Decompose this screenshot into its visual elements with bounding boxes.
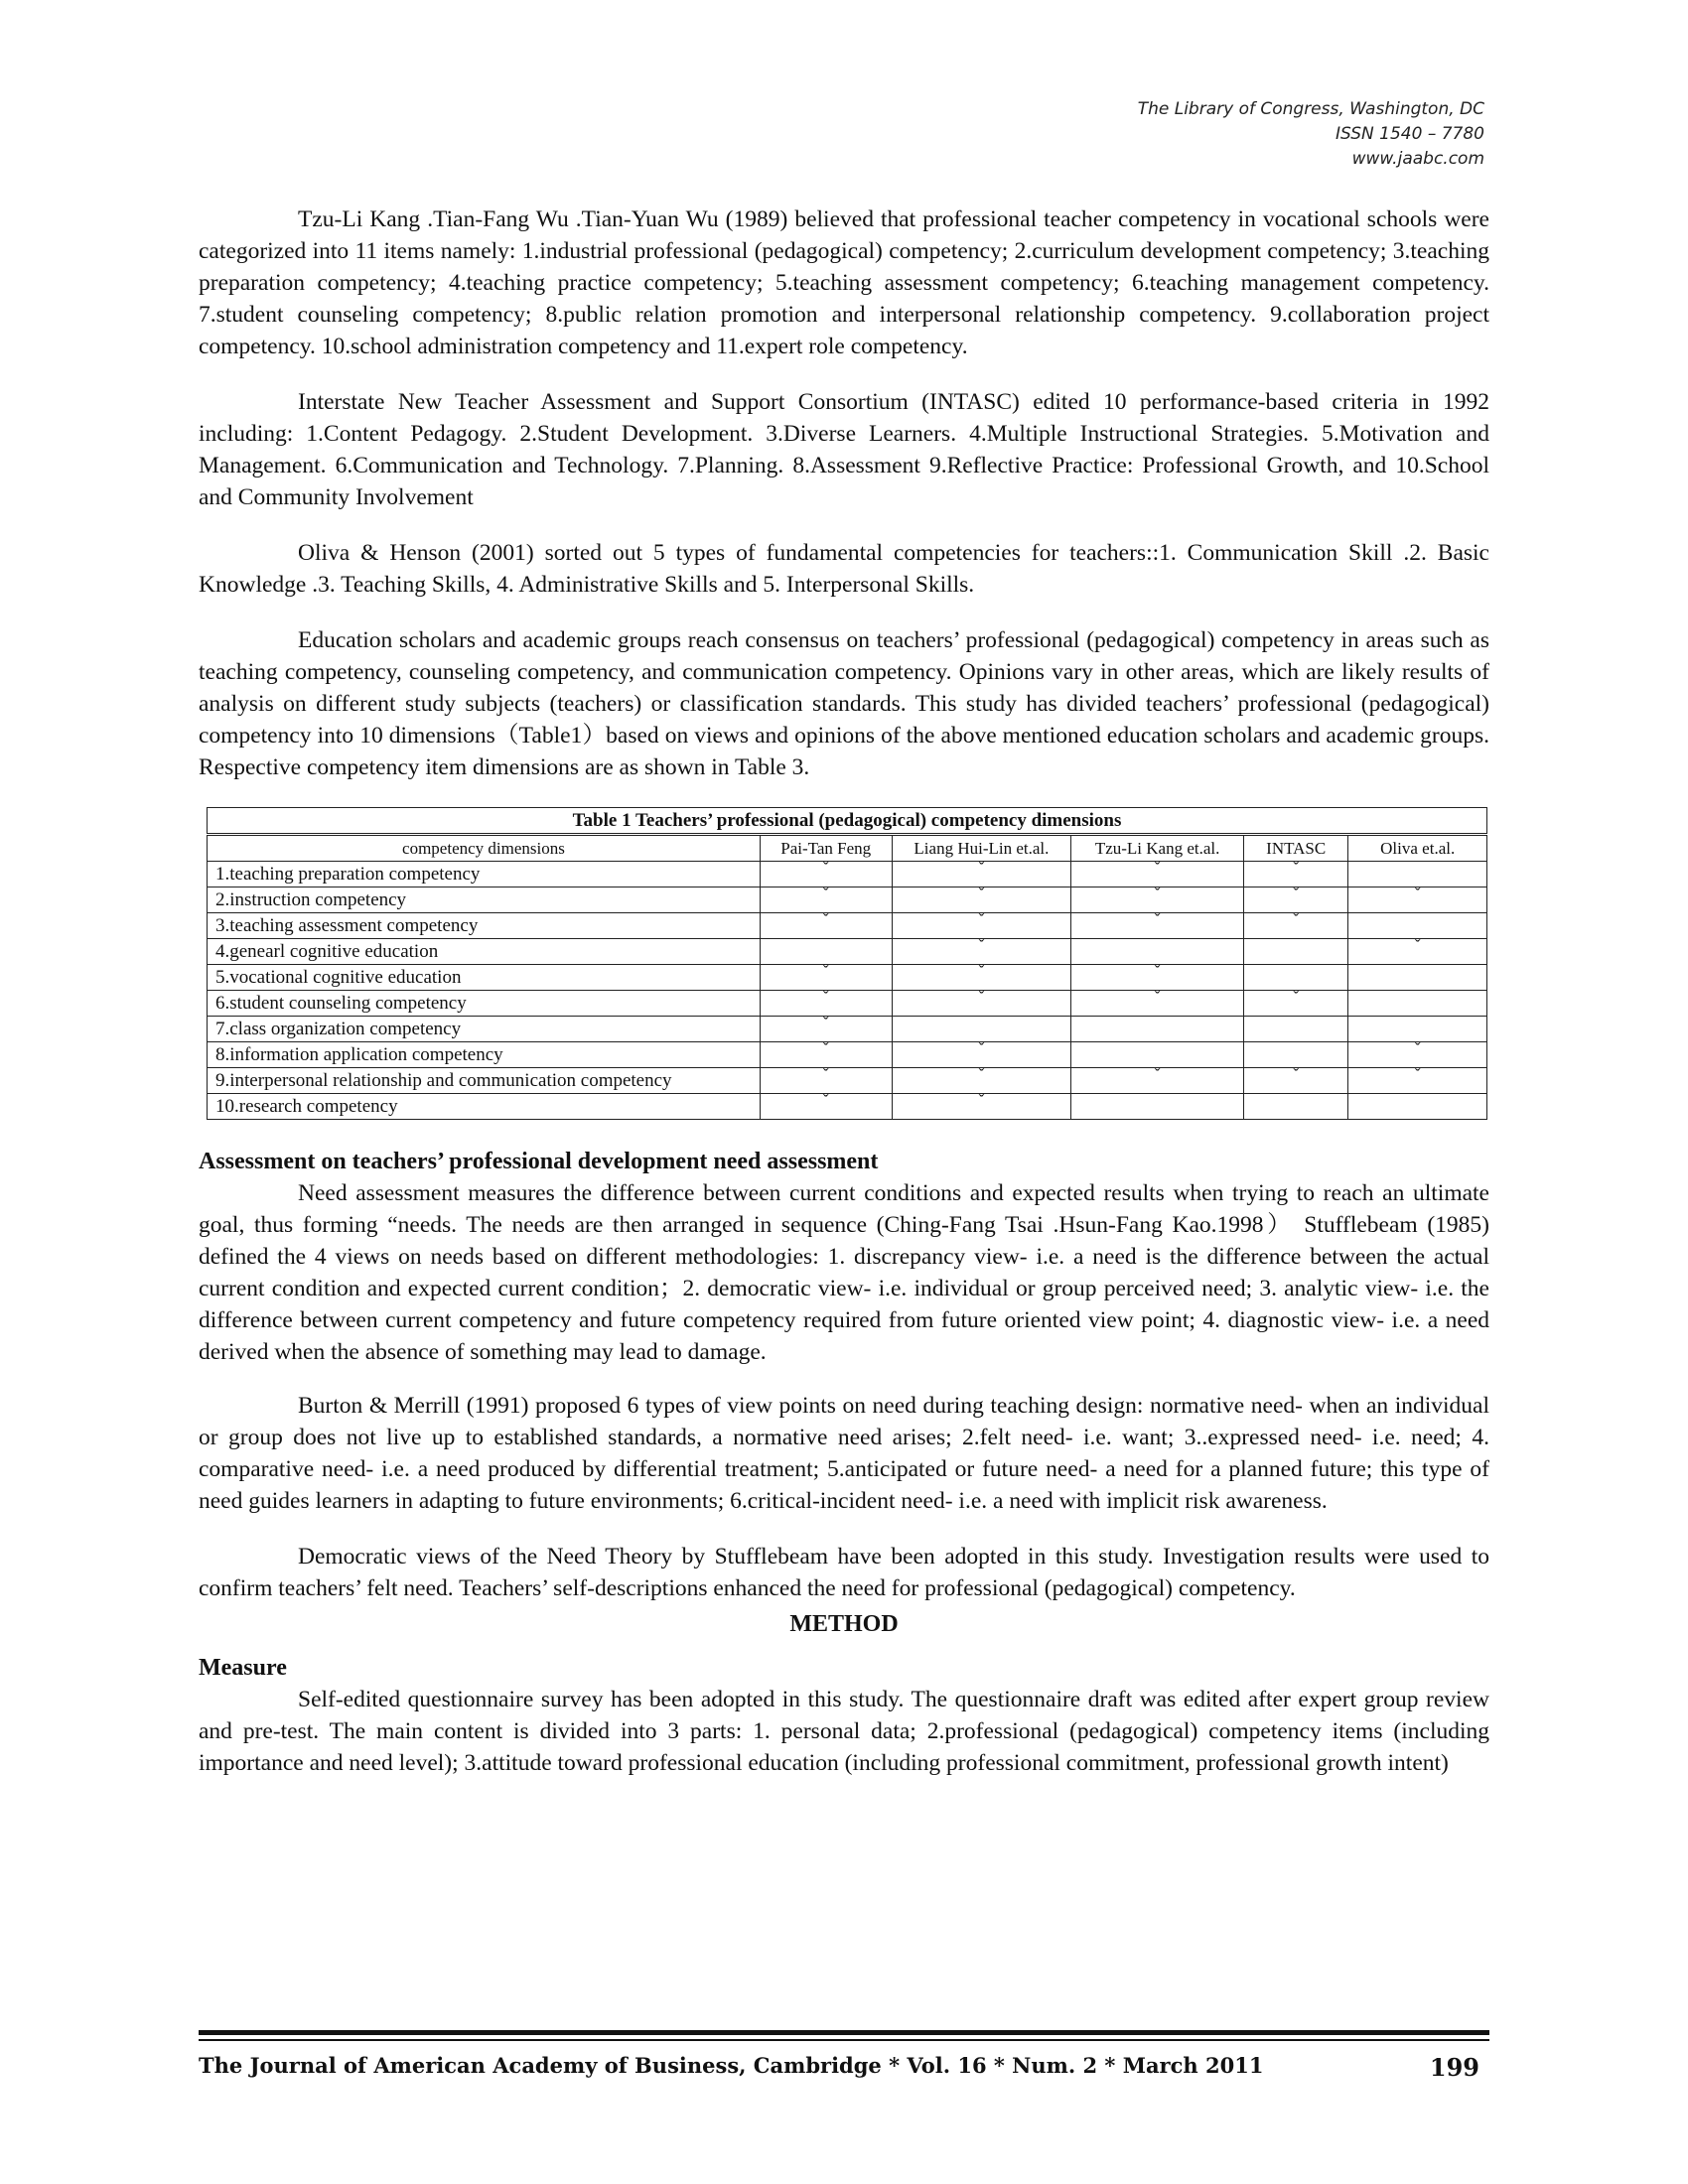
page-number: 199	[1429, 2053, 1479, 2082]
check-mark-cell: ˇ	[892, 939, 1071, 965]
paragraph-democratic: Democratic views of the Need Theory by Stufflebeam have been adopted in this study. Investigation results were used to confirm teachers’ felt need. Teachers’ self-descriptions enhanced the need for professional (pedagogical) competency.	[199, 1544, 1489, 1601]
check-mark-cell	[1071, 1017, 1244, 1042]
row-label: 4.genearl cognitive education	[208, 939, 761, 965]
check-mark-cell: ˇ	[1071, 862, 1244, 887]
col-header-intasc: INTASC	[1243, 835, 1347, 862]
footer-journal: The Journal of American Academy of Business, Cambridge * Vol. 16 * Num. 2 * March 2011	[199, 2053, 1264, 2078]
paragraph-measure: Self-edited questionnaire survey has been adopted in this study. The questionnaire draft was edited after expert group review and pre-test. The main content is divided into 3 parts: 1. personal data; 2.professional (pedagogical) competency items (including importance and need level); 3.attitude toward professional education (including professional commitment, professional growth intent)	[199, 1687, 1489, 1776]
row-label: 9.interpersonal relationship and communication competency	[208, 1068, 761, 1094]
col-header-feng: Pai-Tan Feng	[760, 835, 892, 862]
row-label: 7.class organization competency	[208, 1017, 761, 1042]
check-mark-cell: ˇ	[1243, 1068, 1347, 1094]
row-label: 3.teaching assessment competency	[208, 913, 761, 939]
row-label: 1.teaching preparation competency	[208, 862, 761, 887]
check-mark-cell	[1348, 1094, 1487, 1120]
check-mark-cell: ˇ	[760, 913, 892, 939]
row-label: 6.student counseling competency	[208, 991, 761, 1017]
table-row	[208, 939, 1487, 965]
competency-table	[207, 807, 1487, 1120]
check-mark-cell: ˇ	[760, 862, 892, 887]
check-mark-cell: ˇ	[892, 991, 1071, 1017]
check-mark-cell: ˇ	[1243, 887, 1347, 913]
check-mark-cell: ˇ	[1071, 887, 1244, 913]
row-label: 2.instruction competency	[208, 887, 761, 913]
check-mark-cell	[892, 1017, 1071, 1042]
check-mark-cell: ˇ	[1243, 913, 1347, 939]
running-header	[889, 97, 1484, 172]
paragraph-oliva: Oliva & Henson (2001) sorted out 5 types of fundamental competencies for teachers::1. Communication Skill .2. Basic Knowledge .3. Teaching Skills, 4. Administrative Skills and 5. Interpersonal Skills.	[199, 540, 1489, 598]
check-mark-cell	[1348, 1017, 1487, 1042]
check-mark-cell: ˇ	[760, 1042, 892, 1068]
row-label: 5.vocational cognitive education	[208, 965, 761, 991]
page-body	[199, 204, 1489, 1779]
check-mark-cell	[1071, 1042, 1244, 1068]
check-mark-cell: ˇ	[1348, 887, 1487, 913]
check-mark-cell: ˇ	[1243, 991, 1347, 1017]
check-mark-cell: ˇ	[892, 913, 1071, 939]
check-mark-cell	[1071, 1094, 1244, 1120]
check-mark-cell	[1348, 965, 1487, 991]
check-mark-cell: ˇ	[1348, 939, 1487, 965]
check-mark-cell	[1243, 1042, 1347, 1068]
check-mark-cell	[1348, 991, 1487, 1017]
check-mark-cell	[1348, 913, 1487, 939]
paragraph-kang: Tzu-Li Kang .Tian-Fang Wu .Tian-Yuan Wu (1989) believed that professional teacher competency in vocational schools were categorized into 11 items namely: 1.industrial professional (pedagogical) competency; 2.curriculum development competency; 3.teaching preparation competency; 4.teaching practice competency; 5.teaching assessment competency; 6.teaching management competency. 7.student counseling competency; 8.public relation promotion and interpersonal relationship competency. 9.collaboration project competency. 10.school administration competency and 11.expert role competency.	[199, 206, 1489, 359]
col-header-oliva: Oliva et.al.	[1348, 835, 1487, 862]
paragraph-burton: Burton & Merrill (1991) proposed 6 types of view points on need during teaching design: normative need- when an individual or group does not live up to established standards, a normative need arises; 2.felt need- i.e. want; 3..expressed need- i.e. need; 4. comparative need- i.e. a need produced by differential treatment; 5.anticipated or future need- a need for a planned future; this type of need guides learners in adapting to future environments; 6.critical-incident need- i.e. a need with implicit risk awareness.	[199, 1393, 1489, 1514]
check-mark-cell	[1071, 939, 1244, 965]
table-body	[208, 859, 1487, 1120]
col-header-kang: Tzu-Li Kang et.al.	[1071, 835, 1244, 862]
table-row	[208, 991, 1487, 1017]
check-mark-cell	[1243, 1017, 1347, 1042]
check-mark-cell: ˇ	[892, 1042, 1071, 1068]
check-mark-cell: ˇ	[760, 1017, 892, 1042]
check-mark-cell	[1243, 1094, 1347, 1120]
check-mark-cell: ˇ	[760, 991, 892, 1017]
check-mark-cell: ˇ	[1243, 862, 1347, 887]
heading-assessment: Assessment on teachers’ professional development need assessment	[199, 1149, 879, 1174]
check-mark-cell: ˇ	[1071, 965, 1244, 991]
paragraph-consensus: Education scholars and academic groups reach consensus on teachers’ professional (pedagogical) competency in areas such as teaching competency, counseling competency, and communication competency. Opinions vary in other areas, which are likely results of analysis on different study subjects (teachers) or classification standards. This study has divided teachers’ professional (pedagogical) competency into 10 dimensions（Table1）based on views and opinions of the above mentioned education scholars and academic groups. Respective competency item dimensions are as shown in Table 3.	[199, 627, 1489, 780]
check-mark-cell	[1243, 939, 1347, 965]
table-row	[208, 887, 1487, 913]
check-mark-cell: ˇ	[1071, 913, 1244, 939]
table-row	[208, 862, 1487, 887]
check-mark-cell: ˇ	[760, 1094, 892, 1120]
table-row	[208, 913, 1487, 939]
table-row	[208, 1068, 1487, 1094]
header-url: www.jaabc.com	[1351, 149, 1484, 169]
table-header-row	[208, 835, 1487, 862]
check-mark-cell: ˇ	[760, 965, 892, 991]
check-mark-cell: ˇ	[760, 887, 892, 913]
check-mark-cell: ˇ	[1348, 1068, 1487, 1094]
check-mark-cell	[760, 939, 892, 965]
heading-measure: Measure	[199, 1655, 287, 1681]
check-mark-cell: ˇ	[892, 1068, 1071, 1094]
table-caption: Table 1 Teachers’ professional (pedagogical) competency dimensions	[208, 808, 1487, 835]
col-header-dimensions: competency dimensions	[208, 835, 761, 862]
footer-rule-thick	[199, 2030, 1489, 2035]
check-mark-cell	[1348, 862, 1487, 887]
check-mark-cell: ˇ	[1071, 991, 1244, 1017]
header-issn: ISSN 1540 – 7780	[1336, 124, 1484, 144]
paragraph-need-assessment: Need assessment measures the difference between current conditions and expected results when trying to reach an ultimate goal, thus forming “needs. The needs are then arranged in sequence (Ching-Fang Tsai .Hsun-Fang Kao.1998） Stufflebeam (1985) defined the 4 views on needs based on different methodologies: 1. discrepancy view- i.e. a need is the difference between the actual current condition and expected current condition；2. democratic view- i.e. individual or group perceived need; 3. analytic view- i.e. the difference between current competency and future competency required from future oriented view point; 4. diagnostic view- i.e. a need derived when the absence of something may lead to damage.	[199, 1180, 1489, 1365]
footer-rule-thin	[199, 2039, 1489, 2041]
check-mark-cell: ˇ	[1071, 1068, 1244, 1094]
col-header-liang: Liang Hui-Lin et.al.	[892, 835, 1071, 862]
header-library: The Library of Congress, Washington, DC	[1137, 99, 1484, 119]
check-mark-cell	[1243, 965, 1347, 991]
check-mark-cell: ˇ	[760, 1068, 892, 1094]
check-mark-cell: ˇ	[892, 1094, 1071, 1120]
table-row	[208, 1094, 1487, 1120]
row-label: 10.research competency	[208, 1094, 761, 1120]
check-mark-cell: ˇ	[1348, 1042, 1487, 1068]
check-mark-cell: ˇ	[892, 887, 1071, 913]
running-footer	[199, 2053, 1489, 2082]
table-row	[208, 965, 1487, 991]
heading-method: METHOD	[789, 1611, 899, 1637]
paragraph-intasc: Interstate New Teacher Assessment and Support Consortium (INTASC) edited 10 performance-based criteria in 1992 including: 1.Content Pedagogy. 2.Student Development. 3.Diverse Learners. 4.Multiple Instructional Strategies. 5.Motivation and Management. 6.Communication and Technology. 7.Planning. 8.Assessment 9.Reflective Practice: Professional Growth, and 10.School and Community Involvement	[199, 389, 1489, 510]
table-row	[208, 1042, 1487, 1068]
table-row	[208, 1017, 1487, 1042]
row-label: 8.information application competency	[208, 1042, 761, 1068]
check-mark-cell: ˇ	[892, 862, 1071, 887]
check-mark-cell: ˇ	[892, 965, 1071, 991]
